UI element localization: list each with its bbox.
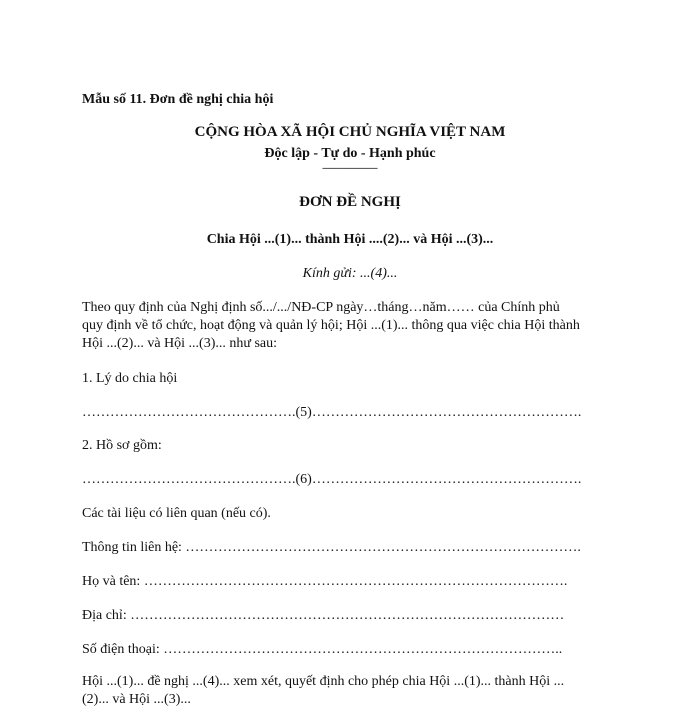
recipient-line: Kính gửi: ...(4)... — [302, 266, 398, 281]
dossier-heading: 2. Hồ sơ gồm: — [82, 438, 162, 453]
contact-info-line: Thông tin liên hệ: …………………………………………………………………………. — [82, 540, 581, 555]
closing-line-1: Hội ...(1)... đề nghị ...(4)... xem xét, quyết định cho phép chia Hội ...(1)... thành Hội ... — [82, 674, 565, 689]
national-motto: Độc lập - Tự do - Hạnh phúc — [264, 146, 436, 161]
full-name-line: Họ và tên: ………………………………………………………………………………. — [82, 574, 568, 589]
reason-fill-line: ……………………………………….(5)…………………………………………………. — [82, 405, 582, 420]
intro-line-3: Hội ...(2)... và Hội ...(3)... như sau: — [82, 336, 278, 351]
phone-number-line: Số điện thoại: ………………………………………………………………………….. — [82, 642, 563, 657]
intro-line-1: Theo quy định của Nghị định số.../.../NĐ-CP ngày…tháng…năm…… của Chính phủ — [82, 300, 560, 315]
reason-heading: 1. Lý do chia hội — [82, 371, 178, 386]
related-documents: Các tài liệu có liên quan (nếu có). — [82, 506, 271, 521]
motto-underline: ————— — [322, 162, 378, 174]
document-title: ĐƠN ĐỀ NGHỊ — [299, 194, 401, 210]
country-name: CỘNG HÒA XÃ HỘI CHỦ NGHĨA VIỆT NAM — [194, 124, 506, 140]
dossier-fill-line: ……………………………………….(6)…………………………………………………. — [82, 472, 582, 487]
form-label: Mẫu số 11. Đơn đề nghị chia hội — [82, 92, 274, 107]
intro-line-2: quy định về tổ chức, hoạt động và quản lý hội; Hội ...(1)... thông qua việc chia Hội thành — [82, 318, 580, 333]
document-subtitle: Chia Hội ...(1)... thành Hội ....(2)... và Hội ...(3)... — [206, 232, 494, 247]
closing-line-2: (2)... và Hội ...(3)... — [82, 692, 191, 707]
address-line: Địa chỉ: ………………………………………………………………………………… — [82, 608, 565, 623]
